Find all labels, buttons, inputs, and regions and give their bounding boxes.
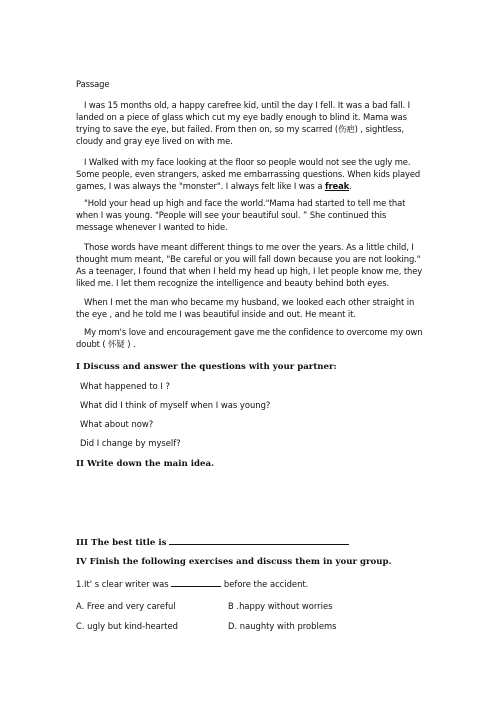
best-title-label: III The best title is: [76, 538, 167, 548]
paragraph-text: When I met the man who became my husband, we looked each other straight in the eye , and he told me I was beautiful inside and out. He meant it.: [76, 297, 415, 319]
paragraph-text: Those words have meant different things to me over the years. As a little child, I thought mum meant, "Be careful or you will fall down because you are not looking." As a teenager, I found that when I held my head up high, I let people know me, they liked me. I let them recognize the intelligence and beauty behind both eyes.: [76, 242, 423, 288]
title-answer-blank[interactable]: [169, 535, 349, 545]
paragraph-text: I Walked with my face looking at the floor so people would not see the ugly me. Some people, even strangers, asked me embarrassing questions. When kids played games, I was always the "monster". I always felt like I was a: [76, 157, 421, 191]
passage-paragraph-1: [76, 99, 424, 147]
question-2: What did I think of myself when I was young?: [80, 400, 271, 410]
question-4: Did I change by myself?: [80, 438, 181, 448]
section-2-heading: II Write down the main idea.: [76, 459, 215, 469]
exercise-1-blank[interactable]: [171, 577, 221, 587]
passage-paragraph-6: [76, 326, 424, 350]
paragraph-text: My mom's love and encouragement gave me the confidence to overcome my own doubt ( 怀疑 ) .: [76, 327, 423, 349]
exercise-1: [76, 577, 308, 590]
paragraph-text: I was 15 months old, a happy carefree kid, until the day I fell. It was a bad fall. I landed on a piece of glass which cut my eye badly enough to blind it. Mama was trying to save the eye, but failed. From then on, so my scarred (伤疤) , sightless, cloudy and gray eye lived on with me.: [76, 100, 410, 146]
exercise-1-stem-end: before the accident.: [223, 579, 309, 589]
paragraph-text: "Hold your head up high and face the world."Mama had started to tell me that when I was young. "People will see your beautiful soul. ” She continued this message whenever I wanted to hide.: [76, 198, 406, 232]
period: .: [349, 181, 352, 191]
option-c[interactable]: C. ugly but kind-hearted: [76, 621, 178, 631]
passage-paragraph-3: [76, 197, 424, 233]
passage-label: Passage: [76, 79, 110, 89]
passage-paragraph-2: [76, 156, 424, 192]
option-d[interactable]: D. naughty with problems: [228, 621, 337, 631]
section-4-heading: IV Finish the following exercises and discuss them in your group.: [76, 557, 392, 567]
question-3: What about now?: [80, 419, 154, 429]
question-1: What happened to I ?: [80, 381, 170, 391]
freak-word: freak: [324, 181, 350, 191]
section-1-heading: I Discuss and answer the questions with your partner:: [76, 362, 337, 372]
option-b[interactable]: B .happy without worries: [228, 601, 333, 611]
passage-paragraph-5: [76, 296, 424, 320]
option-a[interactable]: A. Free and very careful: [76, 601, 176, 611]
section-3-heading: [76, 535, 349, 549]
exercise-1-stem: 1.It' s clear writer was: [76, 579, 169, 589]
passage-paragraph-4: [76, 241, 424, 289]
